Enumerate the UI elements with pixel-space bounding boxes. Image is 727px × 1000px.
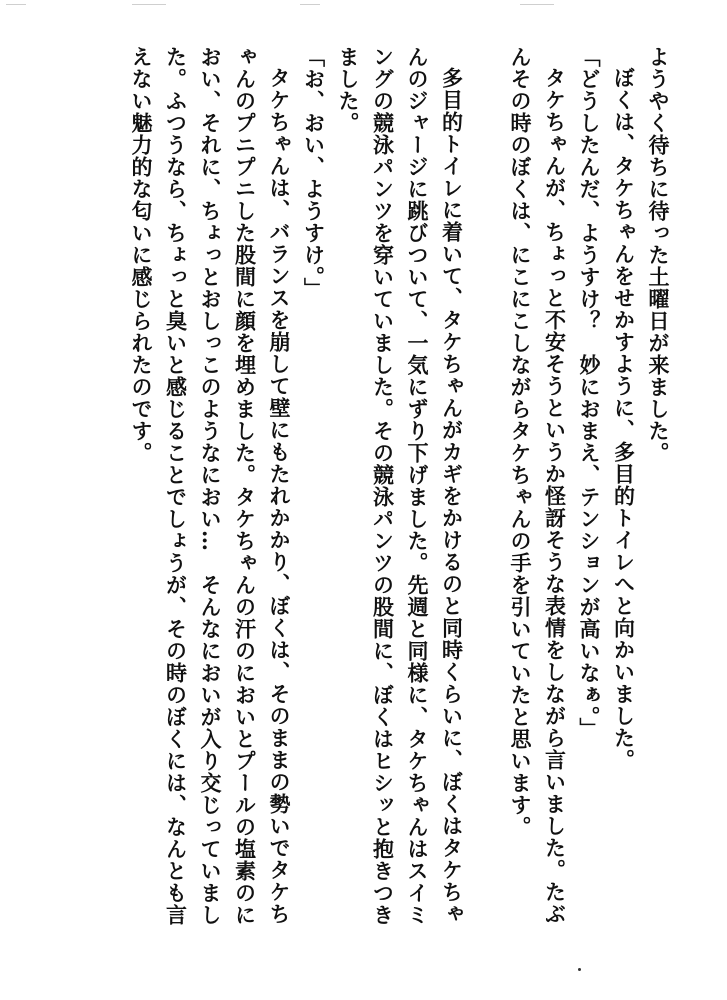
- scan-artifact-top-left: [6, 4, 26, 5]
- paragraph-gap: [469, 46, 503, 946]
- paragraph-2: ぼくは、タケちゃんをせかすように、多目的トイレへと向かいました。: [611, 67, 637, 771]
- paragraph-4: タケちゃんが、ちょっと不安そうというか怪訝そうな表情をしながら言いました。たぶんその時のぼくは、にこにこしながらタケちゃんの手を引いていたと思います。: [508, 46, 568, 925]
- paragraph-6: 「お、おい、ようすけ。」: [301, 46, 327, 300]
- vertical-text-body: [35, 46, 675, 946]
- scan-dot: [578, 968, 581, 971]
- paragraph-5: 多目的トイレに着いて、タケちゃんがカギをかけるのと同時くらいに、ぼくはタケちゃんのジャージに跳びついて、一気にずり下げました。先週と同様に、タケちゃんはスイミングの競泳パンツを穿いていました。その競泳パンツの股間に、ぼくはヒシッと抱きつきました。: [336, 46, 465, 926]
- scan-artifact-top-right: [520, 4, 554, 5]
- paragraph-7: タケちゃんは、バランスを崩して壁にもたれかかり、ぼくは、そのままの勢いでタケちゃんのプニプニした股間に顔を埋めました。タケちゃんの汗のにおいとプールの塩素のにおい、それに、ちょっとおしっこのようなにおい… そんなにおいが入り交じっていました。ふつうなら、ちょっと臭いと感じることでしょうが、その時のぼくには、なんとも言えない魅力的な匂いに感じられたのです。: [129, 46, 292, 926]
- scan-artifact-top-center: [132, 4, 166, 5]
- paragraph-1: ようやく待ちに待った土曜日が来ました。: [646, 46, 671, 464]
- paragraph-3: 「どうしたんだ、ようすけ？ 妙におまえ、テンションが高いなぁ。」: [577, 46, 602, 740]
- scan-artifact-top-center-2: [300, 4, 320, 5]
